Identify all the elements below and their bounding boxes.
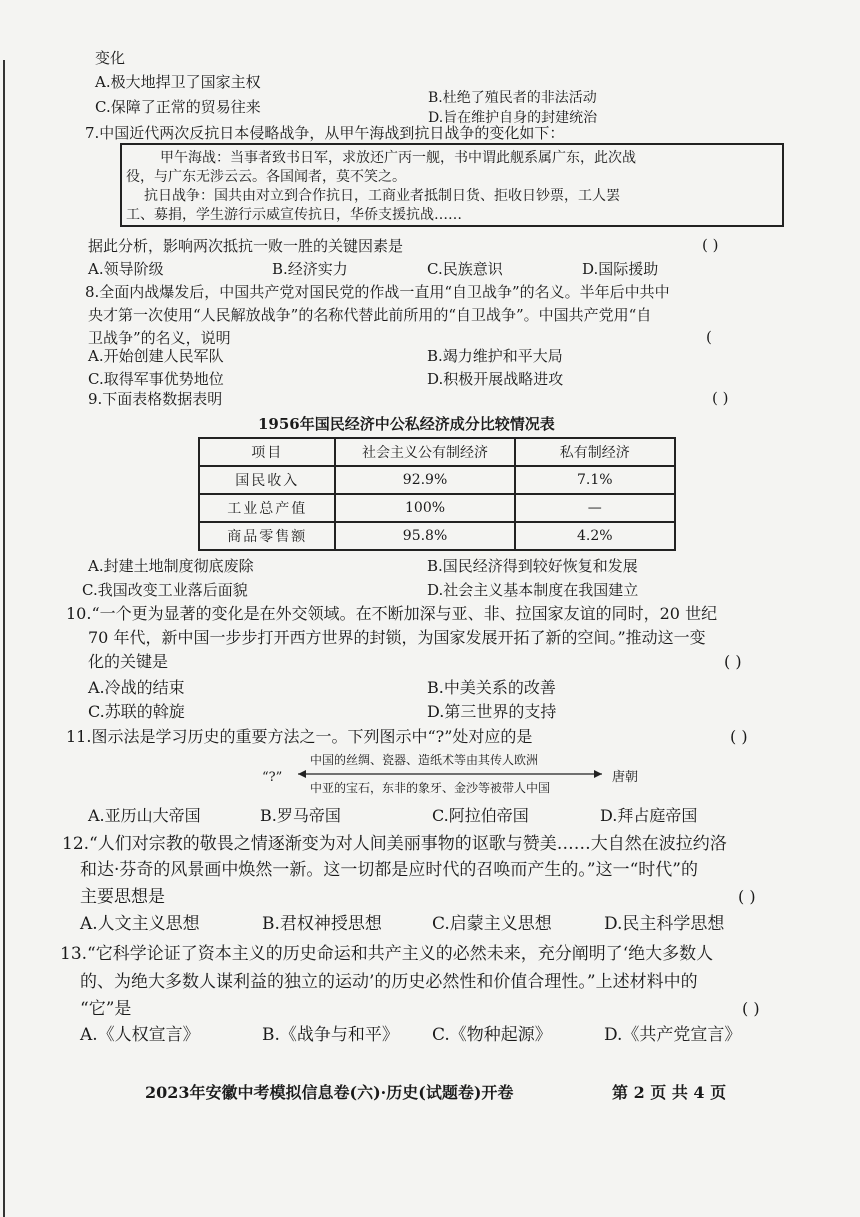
q6-option-a: A.极大地捍卫了国家主权 <box>95 73 261 91</box>
q12-option-d: D.民主科学思想 <box>604 914 725 934</box>
q10-option-d: D.第三世界的支持 <box>427 702 557 721</box>
q8-answer-paren: ( <box>706 328 712 346</box>
q13-option-a: A.《人权宣言》 <box>80 1025 200 1045</box>
q12-option-c: C.启蒙主义思想 <box>432 914 552 934</box>
q13-line-3: “它”是 <box>80 999 132 1019</box>
q11-option-d: D.拜占庭帝国 <box>600 806 698 825</box>
q11-option-c: C.阿拉伯帝国 <box>432 806 529 825</box>
table-row <box>199 466 675 494</box>
arrow-left-icon <box>298 770 306 778</box>
q7-stem: 7.中国近代两次反抗日本侵略战争，从甲午海战到抗日战争的变化如下： <box>85 124 565 142</box>
diagram-bottom-label: 中亚的宝石，东非的象牙、金沙等被带人中国 <box>310 781 551 795</box>
q7-box-line-3: 抗日战争：国共由对立到合作抗日，工商业者抵制日货、拒收日钞票，工人罢 <box>144 188 620 204</box>
q8-line-3: 卫战争”的名义，说明 <box>88 329 231 347</box>
table-header-row <box>199 438 675 466</box>
q9-option-a: A.封建土地制度彻底废除 <box>88 557 254 575</box>
q9-option-b: B.国民经济得到较好恢复和发展 <box>427 557 638 575</box>
q11-trade-diagram <box>262 750 662 800</box>
q12-line-2: 和达·芬奇的风景画中焕然一新。这一切都是应时代的召唤而产生的。”这一“时代”的 <box>80 860 698 880</box>
diagram-unknown-label: “?” <box>262 770 283 785</box>
q7-option-c: C.民族意识 <box>427 260 503 278</box>
q7-material-box <box>120 143 784 227</box>
q13-line-2: 的、为绝大多数人谋利益的独立的运动’的历史必然性和价值合理性。”上述材料中的 <box>80 972 698 992</box>
q13-option-c: C.《物种起源》 <box>432 1025 552 1045</box>
diagram-arrows <box>262 750 662 800</box>
q8-line-1: 8.全面内战爆发后，中国共产党对国民党的作战一直用“自卫战争”的名义。半年后中共中 <box>85 283 670 301</box>
table-row <box>199 522 675 550</box>
q13-line-1: 13.“它科学论证了资本主义的历史命运和共产主义的必然未来，充分阐明了‘绝大多数人 <box>60 944 714 964</box>
q6-stem-tail: 变化 <box>95 49 126 67</box>
q12-option-a: A.人文主义思想 <box>80 914 200 934</box>
table-cell: 92.9% <box>335 466 514 494</box>
table-cell: 工业总产值 <box>199 494 335 522</box>
q9-option-c: C.我国改变工业落后面貌 <box>82 581 248 599</box>
table-cell: 商品零售额 <box>199 522 335 550</box>
q10-line-2: 70 年代，新中国一步步打开西方世界的封锁，为国家发展开拓了新的空间。”推动这一变 <box>88 628 706 647</box>
q10-line-3: 化的关键是 <box>88 652 169 671</box>
diagram-top-label: 中国的丝绸、瓷器、造纸术等由其传人欧洲 <box>310 753 539 767</box>
binding-edge <box>0 0 10 1217</box>
q12-option-b: B.君权神授思想 <box>262 914 382 934</box>
q13-option-d: D.《共产党宣言》 <box>604 1025 742 1045</box>
table-cell: 7.1% <box>515 466 675 494</box>
q7-option-b: B.经济实力 <box>272 260 348 278</box>
q8-line-2: 央才第一次使用“人民解放战争”的名称代替此前所用的“自卫战争”。中国共产党用“自 <box>88 306 652 324</box>
q9-stem: 9.下面表格数据表明 <box>88 390 223 408</box>
q8-option-d: D.积极开展战略进攻 <box>427 370 564 388</box>
q11-option-b: B.罗马帝国 <box>260 806 341 825</box>
footer-title: 2023年安徽中考模拟信息卷(六)·历史(试题卷)开卷 <box>145 1083 514 1102</box>
q9-data-table <box>198 437 676 551</box>
q9-option-d: D.社会主义基本制度在我国建立 <box>427 581 639 599</box>
table-cell: 4.2% <box>515 522 675 550</box>
footer-page-number: 第 2 页 共 4 页 <box>612 1083 727 1102</box>
q9-table-title: 1956年国民经济中公私经济成分比较情况表 <box>258 415 555 433</box>
q12-answer-paren: ( ) <box>738 887 756 906</box>
q7-question: 据此分析，影响两次抵抗一败一胜的关键因素是 <box>88 237 404 255</box>
q10-line-1: 10.“一个更为显著的变化是在外交领域。在不断加深与亚、非、拉国家友谊的同时，20 世纪 <box>66 604 718 623</box>
q6-option-b: B.杜绝了殖民者的非法活动 <box>428 90 597 106</box>
q12-line-1: 12.“人们对宗教的敬畏之情逐渐变为对人间美丽事物的讴歌与赞美……大自然在波拉约洛 <box>62 834 727 854</box>
q7-answer-paren: ( ) <box>702 236 719 254</box>
table-cell: — <box>515 494 675 522</box>
q9-answer-paren: ( ) <box>712 389 729 407</box>
q7-option-d: D.国际援助 <box>582 260 659 278</box>
q8-option-a: A.开始创建人民军队 <box>88 347 224 365</box>
arrow-right-icon <box>594 770 602 778</box>
q7-box-line-1: 甲午海战：当事者致书日军，求放还广丙一舰，书中谓此舰系属广东，此次战 <box>160 150 636 166</box>
q6-option-d: D.旨在维护自身的封建统治 <box>428 110 598 126</box>
table-header-cell: 私有制经济 <box>515 438 675 466</box>
q6-option-c: C.保障了正常的贸易往来 <box>95 98 261 116</box>
diagram-tang-label: 唐朝 <box>612 770 639 785</box>
q10-option-b: B.中美关系的改善 <box>427 678 556 697</box>
q7-option-a: A.领导阶级 <box>88 260 164 278</box>
q11-answer-paren: ( ) <box>730 727 748 746</box>
q12-line-3: 主要思想是 <box>80 887 165 907</box>
q10-answer-paren: ( ) <box>724 652 742 671</box>
q13-answer-paren: ( ) <box>742 999 760 1018</box>
q8-option-b: B.竭力维护和平大局 <box>427 347 563 365</box>
table-cell: 100% <box>335 494 514 522</box>
q10-option-a: A.冷战的结束 <box>88 678 185 697</box>
q11-stem: 11.图示法是学习历史的重要方法之一。下列图示中“?”处对应的是 <box>66 727 533 746</box>
q11-option-a: A.亚历山大帝国 <box>88 806 201 825</box>
table-row <box>199 494 675 522</box>
q10-option-c: C.苏联的斡旋 <box>88 702 185 721</box>
table-header-cell: 项目 <box>199 438 335 466</box>
q8-option-c: C.取得军事优势地位 <box>88 370 224 388</box>
q7-box-line-4: 工、募捐，学生游行示威宣传抗日，华侨支援抗战…… <box>126 207 462 223</box>
q7-box-line-2: 役，与广东无涉云云。各国闻者，莫不笑之。 <box>126 169 406 185</box>
table-cell: 95.8% <box>335 522 514 550</box>
table-cell: 国民收入 <box>199 466 335 494</box>
table-header-cell: 社会主义公有制经济 <box>335 438 514 466</box>
q13-option-b: B.《战争与和平》 <box>262 1025 399 1045</box>
